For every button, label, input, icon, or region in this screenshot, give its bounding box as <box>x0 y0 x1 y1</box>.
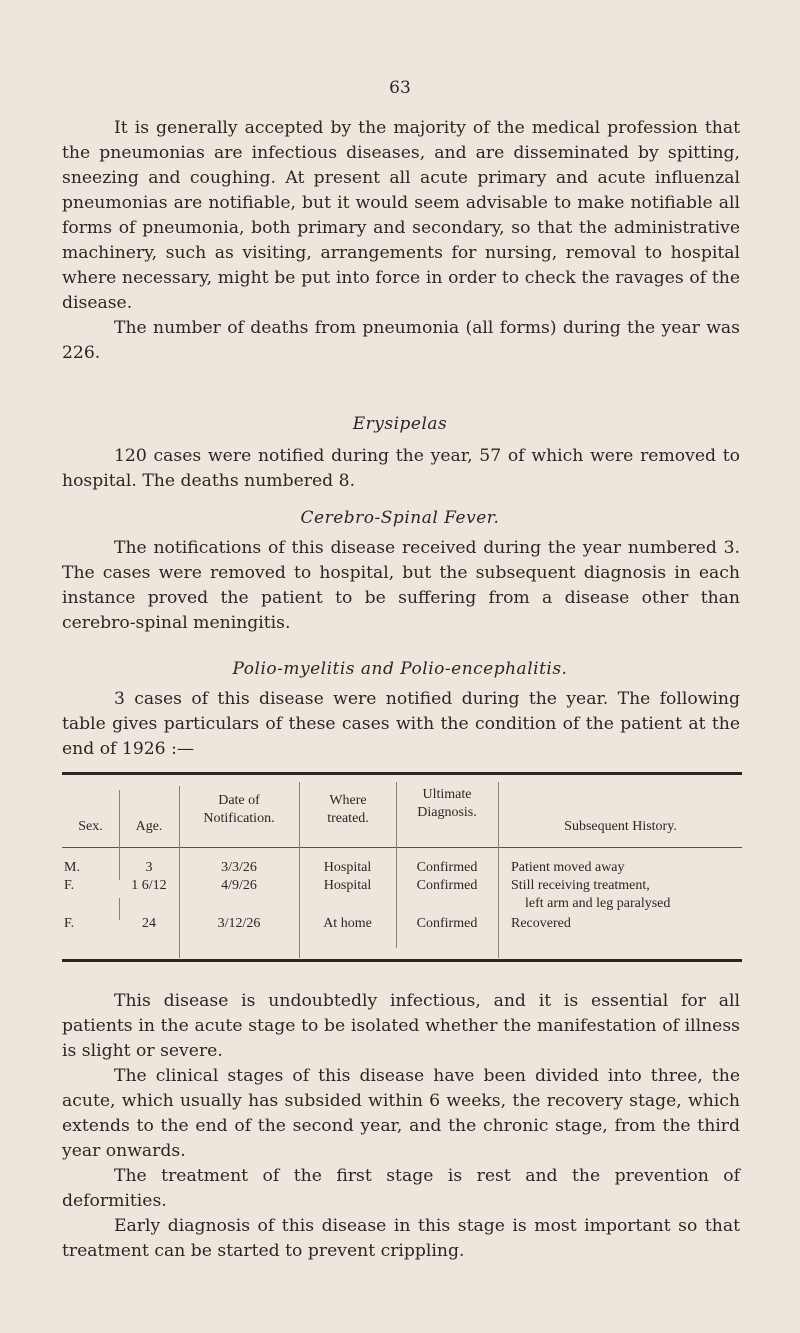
pneumonia-section <box>62 116 740 366</box>
cerebro-spinal-section <box>62 536 740 636</box>
cell-diagnosis: Confirmed <box>416 878 478 893</box>
header-date: Date of Notification. <box>203 793 275 826</box>
cell-history <box>511 859 741 877</box>
paragraph: The notifications of this disease received during the year numbered 3. The cases were removed to hospital, but the subsequent diagnosis in each instance proved the patient to be suffering from a disease other than cerebro-spinal meningitis. <box>62 538 740 633</box>
header-where: Where treated. <box>327 793 369 826</box>
cell-where: Hospital <box>323 878 372 893</box>
cell-age: 3 <box>145 860 153 875</box>
header-sex: Sex. <box>78 819 103 834</box>
polio-cases-table <box>62 772 742 962</box>
polio-section <box>62 687 740 762</box>
paragraph: The number of deaths from pneumonia (all forms) during the year was 226. <box>62 318 740 363</box>
paragraph: This disease is undoubtedly infectious, and it is essential for all patients in the acute stage to be isolated whether the manifestation of illness is slight or severe. <box>62 991 740 1061</box>
history-line: Patient moved away <box>511 860 625 875</box>
paragraph: 120 cases were notified during the year, 57 of which were removed to hospital. The deaths numbered 8. <box>62 446 740 491</box>
cell-where: Hospital <box>323 860 372 875</box>
polio-heading: Polio-myelitis and Polio-encephalitis. <box>232 659 568 679</box>
history-line: Recovered <box>511 916 571 931</box>
cerebro-spinal-heading: Cerebro-Spinal Fever. <box>300 508 500 528</box>
cell-date: 3/12/26 <box>217 916 261 931</box>
table-bottom-rule <box>62 959 742 962</box>
paragraph: Early diagnosis of this disease in this stage is most important so that treatment can be started to prevent crippling. <box>62 1216 740 1261</box>
cell-history <box>511 877 741 913</box>
header-history: Subsequent History. <box>564 819 677 834</box>
cell-sex: F. <box>64 916 75 931</box>
page-number: 63 <box>389 78 411 98</box>
cell-diagnosis: Confirmed <box>416 860 478 875</box>
cell-history <box>511 915 741 933</box>
erysipelas-section <box>62 444 740 494</box>
history-line: left arm and leg paralysed <box>525 896 671 911</box>
cell-age: 1 6/12 <box>131 878 167 893</box>
cell-date: 4/9/26 <box>221 878 257 893</box>
header-diagnosis: Ultimate Diagnosis. <box>417 787 477 820</box>
paragraph: It is generally accepted by the majority of the medical profession that the pneumonias are infectious diseases, and are disseminated by spitting, sneezing and coughing. At present all acute primary and acute influenzal pneumonias are notifiable, but it would seem advisable to make notifiable all forms of pneumonia, both primary and secondary, so that the administrative machinery, such as visiting, arrangements for nursing, removal to hospital where necessary, might be put into force in order to check the ravages of the disease. <box>62 118 740 313</box>
cell-where: At home <box>323 916 372 931</box>
column-divider <box>498 782 499 958</box>
paragraph: The treatment of the first stage is rest and the prevention of deformities. <box>62 1166 740 1211</box>
table-top-rule <box>62 772 742 775</box>
erysipelas-heading: Erysipelas <box>352 414 448 434</box>
cell-age: 24 <box>142 916 156 931</box>
polio-closing-section <box>62 989 740 1264</box>
cell-sex: M. <box>64 860 80 875</box>
paragraph: The clinical stages of this disease have been divided into three, the acute, which usually has subsided within 6 weeks, the recovery stage, which extends to the end of the second year, and the chronic stage, from the third year onwards. <box>62 1066 740 1161</box>
paragraph: 3 cases of this disease were notified during the year. The following table gives particulars of these cases with the condition of the patient at the end of 1926 :— <box>62 689 740 759</box>
header-age: Age. <box>135 819 163 834</box>
cell-diagnosis: Confirmed <box>416 916 478 931</box>
history-line: Still receiving treatment, <box>511 878 650 893</box>
header-rule <box>62 847 742 848</box>
cell-date: 3/3/26 <box>221 860 257 875</box>
cell-sex: F. <box>64 878 75 893</box>
